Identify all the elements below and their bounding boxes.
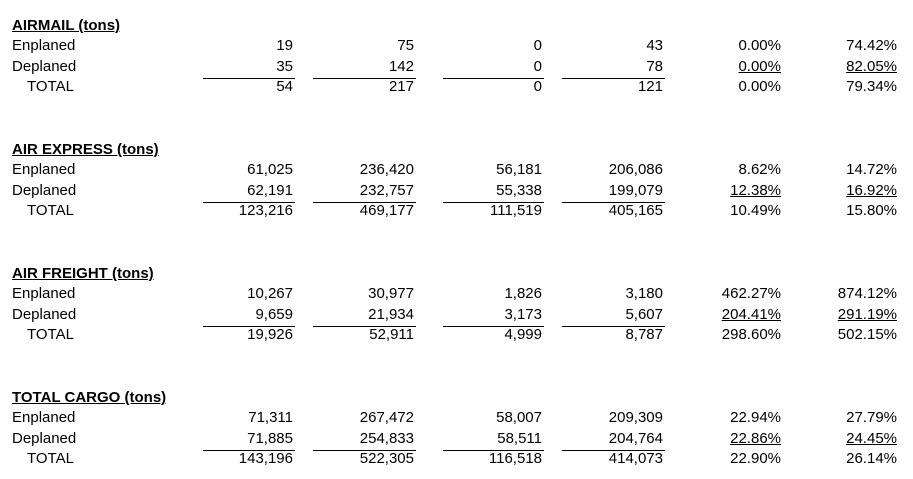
section-total-cargo	[0, 389, 913, 467]
cell: 5,607	[625, 306, 663, 323]
cell: 3,180	[625, 285, 663, 302]
cell: 502.15%	[837, 326, 897, 343]
row-label-total: TOTAL	[27, 450, 74, 467]
cell: 298.60%	[721, 326, 781, 343]
cell: 123,216	[238, 202, 293, 219]
cell: 22.90%	[730, 450, 781, 467]
cell: 62,191	[247, 182, 293, 199]
cell: 19,926	[247, 326, 293, 343]
cell: 291.19%	[837, 306, 897, 323]
total-rule	[443, 78, 544, 79]
section-title: AIR FREIGHT (tons)	[12, 265, 154, 282]
cell: 9,659	[255, 306, 293, 323]
cell: 58,511	[497, 430, 542, 447]
row-label-deplaned: Deplaned	[12, 306, 77, 323]
cell: 22.86%	[730, 430, 781, 447]
cell: 204,764	[608, 430, 663, 447]
cell: 874.12%	[837, 285, 897, 302]
cell: 0.00%	[738, 78, 781, 95]
cell: 522,305	[359, 450, 414, 467]
cell: 19	[276, 37, 293, 54]
cell: 22.94%	[730, 409, 781, 426]
cell: 43	[646, 37, 663, 54]
cell: 0.00%	[738, 58, 781, 75]
cell: 267,472	[359, 409, 414, 426]
cell: 121	[637, 78, 663, 95]
cell: 30,977	[368, 285, 414, 302]
cell: 209,309	[608, 409, 663, 426]
cell: 71,885	[247, 430, 293, 447]
cell: 61,025	[247, 161, 293, 178]
cell: 0	[533, 78, 542, 95]
section-title: AIRMAIL (tons)	[12, 17, 121, 34]
row-label-deplaned: Deplaned	[12, 430, 77, 447]
cell: 55,338	[496, 182, 542, 199]
cell: 1,826	[504, 285, 542, 302]
cell: 79.34%	[846, 78, 897, 95]
cell: 75	[397, 37, 414, 54]
cell: 27.79%	[846, 409, 897, 426]
cell: 217	[388, 78, 414, 95]
row-label-enplaned: Enplaned	[12, 409, 76, 426]
cell: 52,911	[369, 326, 414, 343]
cell: 414,073	[608, 450, 663, 467]
cell: 236,420	[359, 161, 414, 178]
row-label-enplaned: Enplaned	[12, 285, 76, 302]
cell: 204.41%	[721, 306, 781, 323]
cell: 111,519	[490, 202, 542, 219]
row-label-total: TOTAL	[27, 78, 74, 95]
row-label-deplaned: Deplaned	[12, 58, 77, 75]
cell: 16.92%	[846, 182, 897, 199]
section-airmail	[0, 17, 913, 95]
row-label-deplaned: Deplaned	[12, 182, 77, 199]
cell: 78	[646, 58, 663, 75]
cell: 74.42%	[846, 37, 897, 54]
cell: 199,079	[608, 182, 663, 199]
cell: 0	[533, 58, 542, 75]
cell: 12.38%	[730, 182, 781, 199]
cell: 56,181	[496, 161, 542, 178]
cell: 405,165	[608, 202, 663, 219]
row-label-enplaned: Enplaned	[12, 37, 76, 54]
cell: 143,196	[238, 450, 293, 467]
cell: 21,934	[368, 306, 414, 323]
cell: 254,833	[359, 430, 414, 447]
section-air-freight	[0, 265, 913, 343]
row-label-enplaned: Enplaned	[12, 161, 76, 178]
cell: 0.00%	[738, 37, 781, 54]
section-air-express	[0, 141, 913, 219]
cell: 232,757	[359, 182, 414, 199]
cell: 206,086	[608, 161, 663, 178]
cell: 58,007	[496, 409, 542, 426]
cell: 469,177	[359, 202, 414, 219]
cell: 3,173	[504, 306, 542, 323]
cell: 0	[533, 37, 542, 54]
cell: 4,999	[504, 326, 542, 343]
cell: 54	[276, 78, 293, 95]
cell: 116,518	[488, 450, 542, 467]
cell: 26.14%	[846, 450, 897, 467]
cell: 10.49%	[730, 202, 781, 219]
cell: 10,267	[247, 285, 293, 302]
row-label-total: TOTAL	[27, 326, 74, 343]
cell: 24.45%	[846, 430, 897, 447]
cell: 35	[276, 58, 293, 75]
cell: 15.80%	[846, 202, 897, 219]
cell: 8,787	[625, 326, 663, 343]
cell: 71,311	[248, 409, 293, 426]
row-label-total: TOTAL	[27, 202, 74, 219]
cell: 8.62%	[738, 161, 781, 178]
cell: 14.72%	[846, 161, 897, 178]
cell: 142	[388, 58, 414, 75]
section-title: AIR EXPRESS (tons)	[12, 141, 159, 158]
cell: 462.27%	[721, 285, 781, 302]
section-title: TOTAL CARGO (tons)	[12, 389, 167, 406]
cell: 82.05%	[846, 58, 897, 75]
